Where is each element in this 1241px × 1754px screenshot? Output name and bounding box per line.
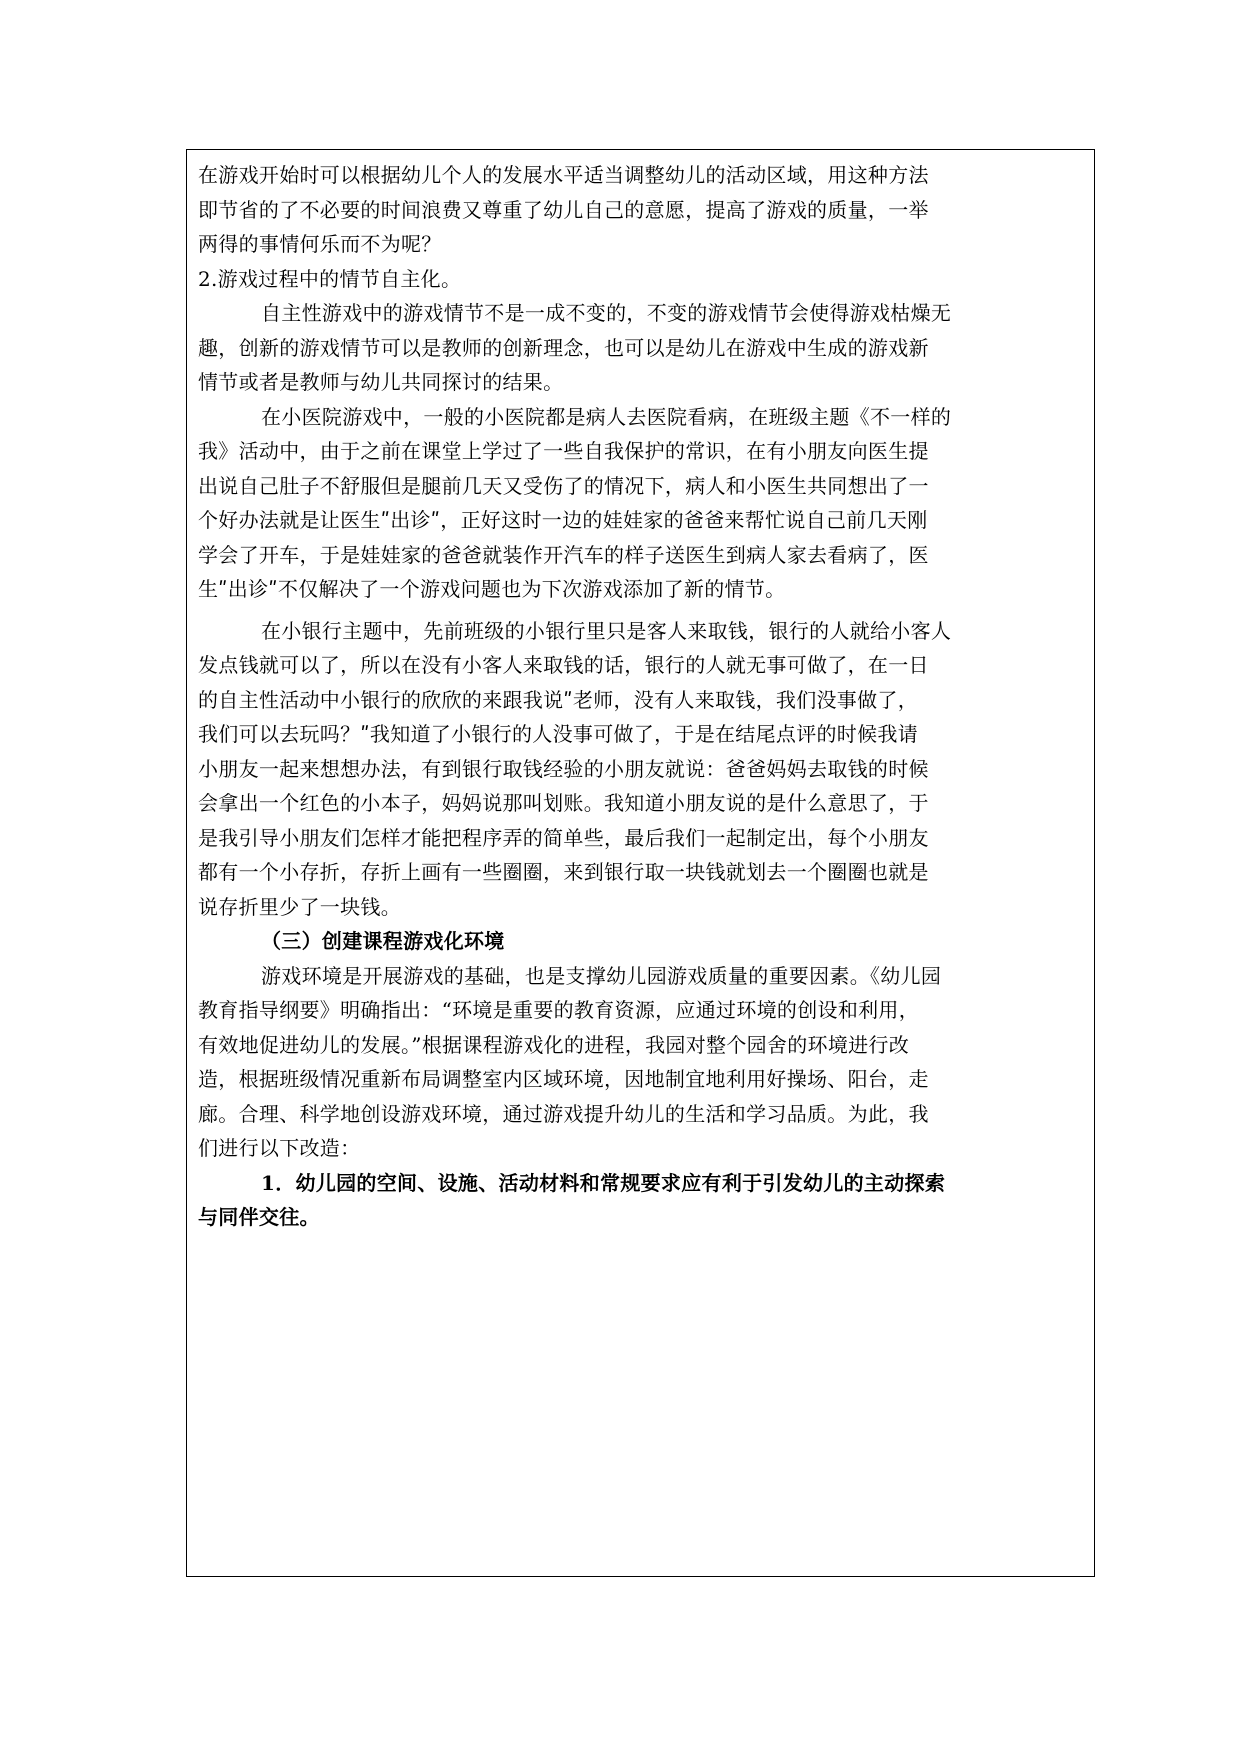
subheading-line: 2.游戏过程中的情节自主化。: [198, 266, 462, 291]
text-line: 都有一个小存折，存折上画有一些圈圈，来到银行取一块钱就划去一个圈圈也就是: [198, 860, 929, 884]
text-line: 我》活动中，由于之前在课堂上学过了一些自我保护的常识，在有小朋友向医生提: [198, 439, 929, 463]
paragraph-start-line: 自主性游戏中的游戏情节不是一成不变的，不变的游戏情节会使得游戏枯燥无: [261, 301, 952, 325]
text-line: 即节省的了不必要的时间浪费又尊重了幼儿自己的意愿，提高了游戏的质量，一举: [198, 197, 929, 222]
text-line: 趣，创新的游戏情节可以是教师的创新理念，也可以是幼儿在游戏中生成的游戏新: [198, 335, 929, 360]
text-line: 会拿出一个红色的小本子，妈妈说那叫划账。我知道小朋友说的是什么意思了，于: [198, 791, 929, 815]
text-line: 的自主性活动中小银行的欣欣的来跟我说ʺ老师，没有人来取钱，我们没事做了，: [198, 687, 918, 712]
text-line: 们进行以下改造：: [198, 1136, 361, 1160]
paragraph-start-line: 在小医院游戏中，一般的小医院都是病人去医院看病，在班级主题《不一样的: [261, 404, 952, 429]
text-line: 造，根据班级情况重新布局调整室内区域环境，因地制宜地利用好操场、阳台，走: [198, 1067, 929, 1091]
paragraph-start-line: 在小银行主题中，先前班级的小银行里只是客人来取钱，银行的人就给小客人: [261, 618, 952, 643]
text-line: 生ʺ出诊ʺ不仅解决了一个游戏问题也为下次游戏添加了新的情节。: [198, 577, 786, 601]
text-line: 有效地促进幼儿的发展。”根据课程游戏化的进程，我园对整个园舍的环境进行改: [198, 1032, 910, 1057]
document-frame: [186, 149, 1095, 1577]
text-line: 我们可以去玩吗？ʺ我知道了小银行的人没事可做了，于是在结尾点评的时候我请: [198, 722, 918, 746]
text-line: 两得的事情何乐而不为呢？: [198, 232, 442, 256]
text-line: 情节或者是教师与幼儿共同探讨的结果。: [198, 370, 564, 394]
bold-point-line: 与同伴交往。: [198, 1205, 320, 1229]
text-line: 发点钱就可以了，所以在没有小客人来取钱的话，银行的人就无事可做了，在一日: [198, 653, 929, 677]
section-heading: （三）创建课程游戏化环境: [261, 929, 505, 953]
text-line: 个好办法就是让医生ʺ出诊ʺ，正好这时一边的娃娃家的爸爸来帮忙说自己前几天刚: [198, 508, 928, 532]
text-line: 是我引导小朋友们怎样才能把程序弄的简单些，最后我们一起制定出，每个小朋友: [198, 825, 929, 850]
text-line: 说存折里少了一块钱。: [198, 894, 401, 919]
text-line: 学会了开车，于是娃娃家的爸爸就装作开汽车的样子送医生到病人家去看病了，医: [198, 542, 929, 567]
text-line: 教育指导纲要》明确指出：“环境是重要的教育资源，应通过环境的创设和利用，: [198, 998, 920, 1022]
paragraph-start-line: 游戏环境是开展游戏的基础，也是支撑幼儿园游戏质量的重要因素。《幼儿园: [261, 963, 942, 988]
text-line: 廊。合理、科学地创设游戏环境，通过游戏提升幼儿的生活和学习品质。为此，我: [198, 1101, 929, 1126]
text-line: 在游戏开始时可以根据幼儿个人的发展水平适当调整幼儿的活动区域，用这种方法: [198, 163, 929, 187]
text-line: 出说自己肚子不舒服但是腿前几天又受伤了的情况下，病人和小医生共同想出了一: [198, 473, 929, 498]
bold-point-line: 1．幼儿园的空间、设施、活动材料和常规要求应有利于引发幼儿的主动探索: [261, 1170, 946, 1195]
text-line: 小朋友一起来想想办法，有到银行取钱经验的小朋友就说：爸爸妈妈去取钱的时候: [198, 756, 929, 781]
